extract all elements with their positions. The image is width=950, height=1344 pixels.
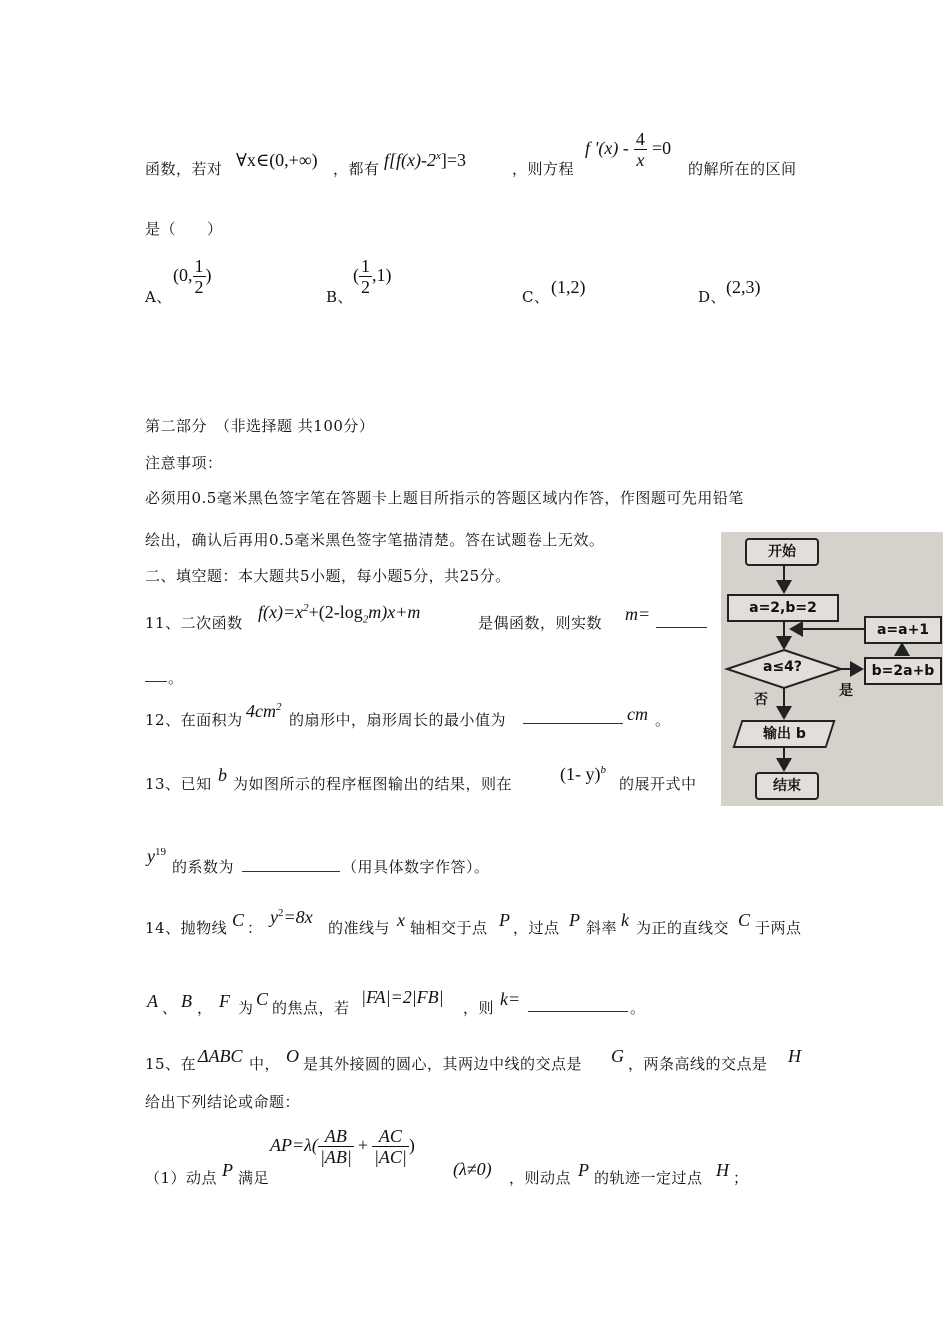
q10-cond-end: ]=3 [440, 150, 467, 170]
q10-cond-exp: x [435, 150, 441, 162]
q11-answer-blank-cont[interactable] [145, 681, 167, 682]
q15-c1-P: P [222, 1160, 233, 1180]
q13-line2-end: （用具体数字作答）。 [342, 858, 490, 876]
q14-sep1: 、 [162, 999, 178, 1017]
q14-tail: 于两点 [755, 919, 802, 937]
flow-output [732, 720, 835, 748]
q11-prefix: 11、二次函数 [145, 614, 243, 632]
q10-cond-main: f[f(x)-2 [384, 150, 436, 170]
option-b-den: 2 [361, 277, 370, 297]
option-d-label: D、 [698, 288, 727, 306]
q13-mid: 为如图所示的程序框图输出的结果，则在 [233, 775, 513, 793]
q15-O: O [286, 1046, 299, 1066]
part2-title: 第二部分 （非选择题 共100分） [145, 417, 375, 435]
flow-increment: a=a+1 [864, 616, 942, 644]
q10-eq-num: 4 [635, 129, 645, 149]
q15-c1-P2: P [578, 1160, 589, 1180]
q14-answer-blank[interactable] [528, 1011, 628, 1012]
q10-then: ，则方程 [512, 160, 575, 178]
flow-no-label: 否 [754, 692, 768, 708]
q15-c1-d1: |AB| [319, 1147, 352, 1167]
q15-s1: 中， [249, 1055, 281, 1073]
q11-end: 。 [168, 669, 184, 687]
q15-c1-prefix: （1）动点 [145, 1169, 218, 1187]
option-b-post: ,1) [372, 265, 392, 285]
q14-mid3: ，过点 [513, 919, 560, 937]
q12-mid: 的扇形中，扇形周长的最小值为 [289, 711, 507, 729]
notice-line2: 绘出，确认后再用0.5毫米黑色签字笔描清楚。答在试题卷上无效。 [145, 531, 605, 549]
q11-var: m= [625, 604, 651, 624]
q15-prefix: 15、在 [145, 1055, 197, 1073]
q12-prefix: 12、在面积为 [145, 711, 243, 729]
q14-mid2: 轴相交于点 [410, 919, 488, 937]
q14-P: P [499, 910, 510, 930]
option-a-label: A、 [145, 288, 172, 306]
q15-s3: ，两条高线的交点是 [628, 1055, 768, 1073]
q15-c1-n2: AC [372, 1126, 409, 1147]
q14-eq-rest: =8x [283, 907, 313, 927]
q10-intro: 函数，若对 [145, 160, 223, 178]
q15-c1-formula [270, 1126, 415, 1167]
q11-f3: m)x+m [368, 602, 421, 622]
q14-eq-exp: 2 [278, 907, 284, 919]
q10-eq-den: x [636, 150, 645, 170]
q12-answer-blank[interactable] [523, 723, 623, 724]
q13-y19 [147, 846, 166, 867]
q10-eq-right: =0 [652, 138, 672, 158]
option-d-value: (2,3) [726, 277, 761, 297]
option-a-num: 1 [194, 256, 204, 276]
q12-area [246, 701, 282, 722]
q14-F: F [219, 991, 230, 1011]
q15-c1-ap: AP=λ( [270, 1135, 318, 1155]
q15-c1-mid: 满足 [238, 1169, 270, 1187]
q13-line2-mid: 的系数为 [172, 858, 235, 876]
q12-end: 。 [655, 711, 671, 729]
flow-condition: a≤4? [763, 659, 803, 675]
q15-triangle: ΔABC [198, 1046, 243, 1066]
q11-f1: f(x)=x [258, 602, 304, 622]
q13-prefix: 13、已知 [145, 775, 212, 793]
q14-sep3: 为 [238, 999, 254, 1017]
q13-y-exp: 19 [155, 846, 166, 858]
q10-eq-left: f '(x) - [585, 138, 629, 158]
q13-answer-blank[interactable] [242, 871, 340, 872]
option-c-value: (1,2) [551, 277, 586, 297]
q15-c1-s: ，则动点 [509, 1169, 572, 1187]
option-b-pre: ( [353, 265, 359, 285]
q14-prefix: 14、抛物线 [145, 919, 228, 937]
q12-area-val: 4cm [246, 701, 276, 721]
q14-sep2: ， [197, 999, 213, 1017]
flow-output-text: 输出 b [762, 726, 806, 742]
q15-c1-d2: |AC| [373, 1147, 407, 1167]
q10-line2: 是（ ） [145, 220, 223, 238]
q11-f2: +(2-log [308, 602, 363, 622]
q11-f1-exp: 2 [303, 602, 309, 614]
q14-condition: |FA|=2|FB| [361, 987, 444, 1007]
q15-line2: 给出下列结论或命题： [145, 1093, 301, 1111]
q15-c1-n1: AB [318, 1126, 354, 1147]
flow-update: b=2a+b [864, 657, 942, 685]
q15-H: H [788, 1046, 801, 1066]
q14-colon: ： [247, 919, 263, 937]
q10-equation [585, 129, 671, 170]
q14-A: A [147, 991, 158, 1011]
q14-sep5: ，则 [463, 999, 495, 1017]
q15-c1-end: ； [733, 1169, 749, 1187]
q11-function [258, 602, 420, 626]
q11-answer-blank[interactable] [656, 627, 707, 628]
q14-x: x [397, 910, 405, 930]
q10-tail: 的解所在的区间 [688, 160, 797, 178]
q11-mid: 是偶函数，则实数 [478, 614, 603, 632]
notice-title: 注意事项： [145, 454, 223, 472]
q14-sep4: 的焦点，若 [272, 999, 350, 1017]
q10-forall: ∀x∈(0,+∞) [236, 150, 318, 170]
option-c-label: C、 [522, 288, 550, 306]
q14-end: 。 [630, 999, 646, 1017]
q13-b: b [218, 765, 227, 785]
q14-C: C [232, 910, 245, 930]
q12-unit: cm [627, 704, 648, 724]
q15-c1-close: ) [408, 1135, 415, 1155]
q10-mid: ，都有 [333, 160, 380, 178]
q14-k-eq: k= [500, 989, 521, 1009]
q13-expr-exp: b [600, 764, 606, 776]
option-a-value [173, 256, 212, 297]
q15-c1-plus: + [357, 1135, 368, 1155]
option-b-label: B、 [326, 288, 354, 306]
option-a-pre: (0, [173, 265, 193, 285]
q10-condition [384, 150, 466, 171]
option-a-den: 2 [194, 277, 204, 297]
q15-G: G [611, 1046, 624, 1066]
q13-expr-main: (1- y) [560, 764, 601, 784]
option-a-post: ) [205, 265, 212, 285]
notice-line1: 必须用0.5毫米黑色签字笔在答题卡上题目所指示的答题区域内作答，作图题可先用铅笔 [145, 489, 744, 507]
q14-eq-y: y [270, 907, 278, 927]
option-b-num: 1 [361, 256, 370, 276]
q14-C2: C [738, 910, 751, 930]
q13-tail: 的展开式中 [619, 775, 697, 793]
q13-y: y [147, 846, 155, 866]
q15-c1-H: H [716, 1160, 729, 1180]
q15-c1-lambda: (λ≠0) [453, 1159, 492, 1179]
q11-f2-sub: 2 [362, 613, 369, 626]
q12-area-exp: 2 [276, 701, 282, 713]
flow-init: a=2,b=2 [727, 594, 839, 622]
q14-mid1: 的准线与 [328, 919, 391, 937]
flow-end: 结束 [755, 772, 819, 800]
q14-equation [270, 907, 313, 928]
flow-start: 开始 [745, 538, 819, 566]
q15-s2: 是其外接圆的圆心，其两边中线的交点是 [303, 1055, 583, 1073]
q15-c1-tail: 的轨迹一定过点 [594, 1169, 703, 1187]
q14-C3: C [256, 989, 269, 1009]
q14-mid4: 斜率 [586, 919, 618, 937]
q14-P2: P [569, 910, 580, 930]
q14-B: B [181, 991, 192, 1011]
flow-yes-label: 是 [839, 683, 853, 699]
section-title: 二、填空题：本大题共5小题，每小题5分，共25分。 [145, 567, 511, 585]
q13-expr [560, 764, 606, 785]
flowchart-figure [721, 532, 943, 806]
option-b-value [353, 256, 392, 297]
q14-mid5: 为正的直线交 [636, 919, 730, 937]
q14-k: k [621, 910, 629, 930]
